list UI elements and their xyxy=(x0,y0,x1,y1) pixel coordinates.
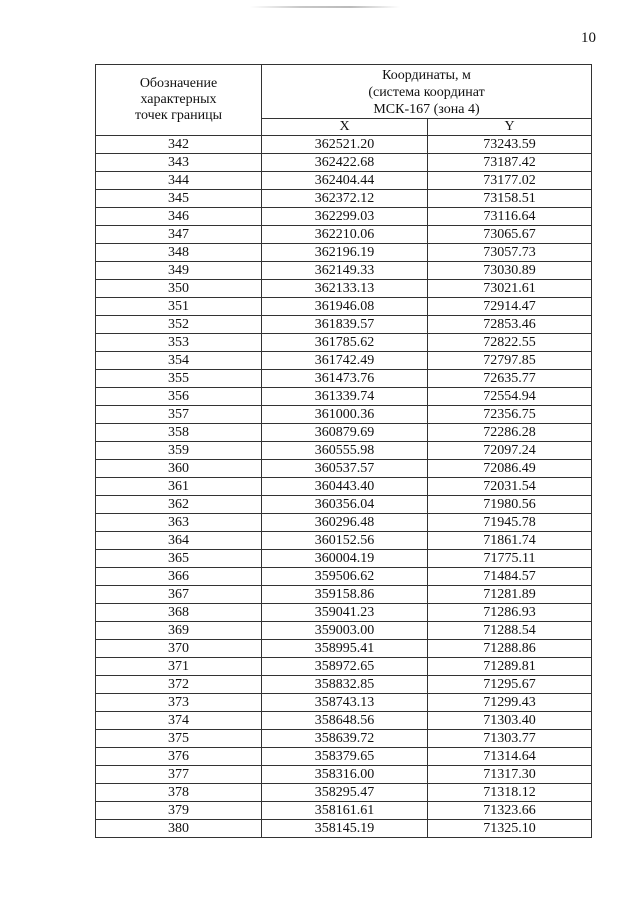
table-body xyxy=(96,136,592,838)
table-row xyxy=(96,730,592,748)
x-coordinate-cell: 361785.62 xyxy=(262,334,428,352)
y-coordinate-cell: 71314.64 xyxy=(428,748,592,766)
y-coordinate-cell: 72914.47 xyxy=(428,298,592,316)
header-coordinates-line: (система координат xyxy=(368,85,485,100)
header-x: X xyxy=(262,119,428,136)
y-coordinate-cell: 72822.55 xyxy=(428,334,592,352)
point-id-cell: 364 xyxy=(96,532,262,550)
y-coordinate-cell: 71323.66 xyxy=(428,802,592,820)
y-coordinate-cell: 71288.54 xyxy=(428,622,592,640)
y-coordinate-cell: 71325.10 xyxy=(428,820,592,838)
x-coordinate-cell: 361742.49 xyxy=(262,352,428,370)
point-id-cell: 372 xyxy=(96,676,262,694)
x-coordinate-cell: 358648.56 xyxy=(262,712,428,730)
table-row xyxy=(96,154,592,172)
y-coordinate-cell: 72031.54 xyxy=(428,478,592,496)
page-number: 10 xyxy=(581,30,596,46)
x-coordinate-cell: 360356.04 xyxy=(262,496,428,514)
x-coordinate-cell: 361339.74 xyxy=(262,388,428,406)
table-row xyxy=(96,442,592,460)
x-coordinate-cell: 362422.68 xyxy=(262,154,428,172)
point-id-cell: 350 xyxy=(96,280,262,298)
table-row xyxy=(96,820,592,838)
point-id-cell: 363 xyxy=(96,514,262,532)
y-coordinate-cell: 71484.57 xyxy=(428,568,592,586)
point-id-cell: 358 xyxy=(96,424,262,442)
x-coordinate-cell: 361000.36 xyxy=(262,406,428,424)
y-coordinate-cell: 71281.89 xyxy=(428,586,592,604)
point-id-cell: 356 xyxy=(96,388,262,406)
table-row xyxy=(96,802,592,820)
table-row xyxy=(96,298,592,316)
header-designation-line: точек границы xyxy=(135,108,222,123)
table-row xyxy=(96,622,592,640)
point-id-cell: 362 xyxy=(96,496,262,514)
x-coordinate-cell: 358316.00 xyxy=(262,766,428,784)
x-coordinate-cell: 358832.85 xyxy=(262,676,428,694)
x-coordinate-cell: 362299.03 xyxy=(262,208,428,226)
table-row xyxy=(96,568,592,586)
header-y: Y xyxy=(428,119,592,136)
x-coordinate-cell: 360879.69 xyxy=(262,424,428,442)
x-coordinate-cell: 358145.19 xyxy=(262,820,428,838)
y-coordinate-cell: 71303.40 xyxy=(428,712,592,730)
x-coordinate-cell: 361946.08 xyxy=(262,298,428,316)
header-coordinates xyxy=(262,65,592,119)
point-id-cell: 348 xyxy=(96,244,262,262)
x-coordinate-cell: 361839.57 xyxy=(262,316,428,334)
point-id-cell: 345 xyxy=(96,190,262,208)
table-row xyxy=(96,550,592,568)
point-id-cell: 367 xyxy=(96,586,262,604)
table-row xyxy=(96,172,592,190)
x-coordinate-cell: 359506.62 xyxy=(262,568,428,586)
point-id-cell: 376 xyxy=(96,748,262,766)
point-id-cell: 342 xyxy=(96,136,262,154)
header-coordinates-line: МСК-167 (зона 4) xyxy=(373,102,480,117)
x-coordinate-cell: 360152.56 xyxy=(262,532,428,550)
y-coordinate-cell: 72097.24 xyxy=(428,442,592,460)
x-coordinate-cell: 358379.65 xyxy=(262,748,428,766)
point-id-cell: 354 xyxy=(96,352,262,370)
table-row xyxy=(96,532,592,550)
x-coordinate-cell: 359041.23 xyxy=(262,604,428,622)
scan-artifact xyxy=(250,6,400,8)
point-id-cell: 370 xyxy=(96,640,262,658)
x-coordinate-cell: 360443.40 xyxy=(262,478,428,496)
y-coordinate-cell: 71945.78 xyxy=(428,514,592,532)
x-coordinate-cell: 360537.57 xyxy=(262,460,428,478)
table-row xyxy=(96,208,592,226)
table-row xyxy=(96,694,592,712)
y-coordinate-cell: 71303.77 xyxy=(428,730,592,748)
table-row xyxy=(96,406,592,424)
y-coordinate-cell: 72086.49 xyxy=(428,460,592,478)
y-coordinate-cell: 71295.67 xyxy=(428,676,592,694)
y-coordinate-cell: 73057.73 xyxy=(428,244,592,262)
y-coordinate-cell: 73030.89 xyxy=(428,262,592,280)
x-coordinate-cell: 362404.44 xyxy=(262,172,428,190)
table-row xyxy=(96,226,592,244)
point-id-cell: 359 xyxy=(96,442,262,460)
y-coordinate-cell: 71289.81 xyxy=(428,658,592,676)
x-coordinate-cell: 358972.65 xyxy=(262,658,428,676)
table-row xyxy=(96,334,592,352)
y-coordinate-cell: 72797.85 xyxy=(428,352,592,370)
header-coordinates-line: Координаты, м xyxy=(382,68,471,83)
y-coordinate-cell: 72635.77 xyxy=(428,370,592,388)
table-row xyxy=(96,514,592,532)
table-header xyxy=(96,65,592,136)
x-coordinate-cell: 362372.12 xyxy=(262,190,428,208)
table-row xyxy=(96,784,592,802)
point-id-cell: 346 xyxy=(96,208,262,226)
table-row xyxy=(96,370,592,388)
point-id-cell: 373 xyxy=(96,694,262,712)
y-coordinate-cell: 73243.59 xyxy=(428,136,592,154)
y-coordinate-cell: 73158.51 xyxy=(428,190,592,208)
table-row xyxy=(96,478,592,496)
table-row xyxy=(96,244,592,262)
x-coordinate-cell: 358161.61 xyxy=(262,802,428,820)
point-id-cell: 365 xyxy=(96,550,262,568)
table-row xyxy=(96,136,592,154)
x-coordinate-cell: 358639.72 xyxy=(262,730,428,748)
table-row xyxy=(96,424,592,442)
y-coordinate-cell: 71775.11 xyxy=(428,550,592,568)
point-id-cell: 357 xyxy=(96,406,262,424)
y-coordinate-cell: 72554.94 xyxy=(428,388,592,406)
point-id-cell: 353 xyxy=(96,334,262,352)
x-coordinate-cell: 359003.00 xyxy=(262,622,428,640)
point-id-cell: 349 xyxy=(96,262,262,280)
x-coordinate-cell: 360555.98 xyxy=(262,442,428,460)
coordinates-table xyxy=(95,64,592,838)
y-coordinate-cell: 71286.93 xyxy=(428,604,592,622)
point-id-cell: 369 xyxy=(96,622,262,640)
y-coordinate-cell: 71980.56 xyxy=(428,496,592,514)
y-coordinate-cell: 72356.75 xyxy=(428,406,592,424)
point-id-cell: 371 xyxy=(96,658,262,676)
x-coordinate-cell: 362521.20 xyxy=(262,136,428,154)
point-id-cell: 380 xyxy=(96,820,262,838)
table-row xyxy=(96,766,592,784)
y-coordinate-cell: 73187.42 xyxy=(428,154,592,172)
point-id-cell: 361 xyxy=(96,478,262,496)
x-coordinate-cell: 362196.19 xyxy=(262,244,428,262)
y-coordinate-cell: 72853.46 xyxy=(428,316,592,334)
point-id-cell: 360 xyxy=(96,460,262,478)
table-row xyxy=(96,352,592,370)
point-id-cell: 379 xyxy=(96,802,262,820)
table-row xyxy=(96,658,592,676)
x-coordinate-cell: 359158.86 xyxy=(262,586,428,604)
x-coordinate-cell: 358295.47 xyxy=(262,784,428,802)
point-id-cell: 375 xyxy=(96,730,262,748)
table-row xyxy=(96,280,592,298)
header-designation-line: характерных xyxy=(140,92,217,107)
x-coordinate-cell: 358995.41 xyxy=(262,640,428,658)
y-coordinate-cell: 71861.74 xyxy=(428,532,592,550)
point-id-cell: 343 xyxy=(96,154,262,172)
y-coordinate-cell: 73116.64 xyxy=(428,208,592,226)
x-coordinate-cell: 360004.19 xyxy=(262,550,428,568)
table-row xyxy=(96,262,592,280)
y-coordinate-cell: 71318.12 xyxy=(428,784,592,802)
point-id-cell: 351 xyxy=(96,298,262,316)
x-coordinate-cell: 358743.13 xyxy=(262,694,428,712)
point-id-cell: 378 xyxy=(96,784,262,802)
table-row xyxy=(96,676,592,694)
table-row xyxy=(96,604,592,622)
table-row xyxy=(96,496,592,514)
x-coordinate-cell: 362149.33 xyxy=(262,262,428,280)
table-row xyxy=(96,748,592,766)
point-id-cell: 368 xyxy=(96,604,262,622)
x-coordinate-cell: 361473.76 xyxy=(262,370,428,388)
y-coordinate-cell: 71299.43 xyxy=(428,694,592,712)
point-id-cell: 366 xyxy=(96,568,262,586)
point-id-cell: 352 xyxy=(96,316,262,334)
table-row xyxy=(96,712,592,730)
table-row xyxy=(96,388,592,406)
table-row xyxy=(96,460,592,478)
y-coordinate-cell: 73021.61 xyxy=(428,280,592,298)
x-coordinate-cell: 362133.13 xyxy=(262,280,428,298)
point-id-cell: 344 xyxy=(96,172,262,190)
header-designation xyxy=(96,65,262,136)
table-row xyxy=(96,316,592,334)
point-id-cell: 355 xyxy=(96,370,262,388)
y-coordinate-cell: 72286.28 xyxy=(428,424,592,442)
header-designation-line: Обозначение xyxy=(139,76,218,91)
point-id-cell: 374 xyxy=(96,712,262,730)
x-coordinate-cell: 360296.48 xyxy=(262,514,428,532)
x-coordinate-cell: 362210.06 xyxy=(262,226,428,244)
y-coordinate-cell: 73065.67 xyxy=(428,226,592,244)
point-id-cell: 347 xyxy=(96,226,262,244)
table-row xyxy=(96,640,592,658)
y-coordinate-cell: 71317.30 xyxy=(428,766,592,784)
y-coordinate-cell: 71288.86 xyxy=(428,640,592,658)
table-row xyxy=(96,190,592,208)
y-coordinate-cell: 73177.02 xyxy=(428,172,592,190)
point-id-cell: 377 xyxy=(96,766,262,784)
table-row xyxy=(96,586,592,604)
